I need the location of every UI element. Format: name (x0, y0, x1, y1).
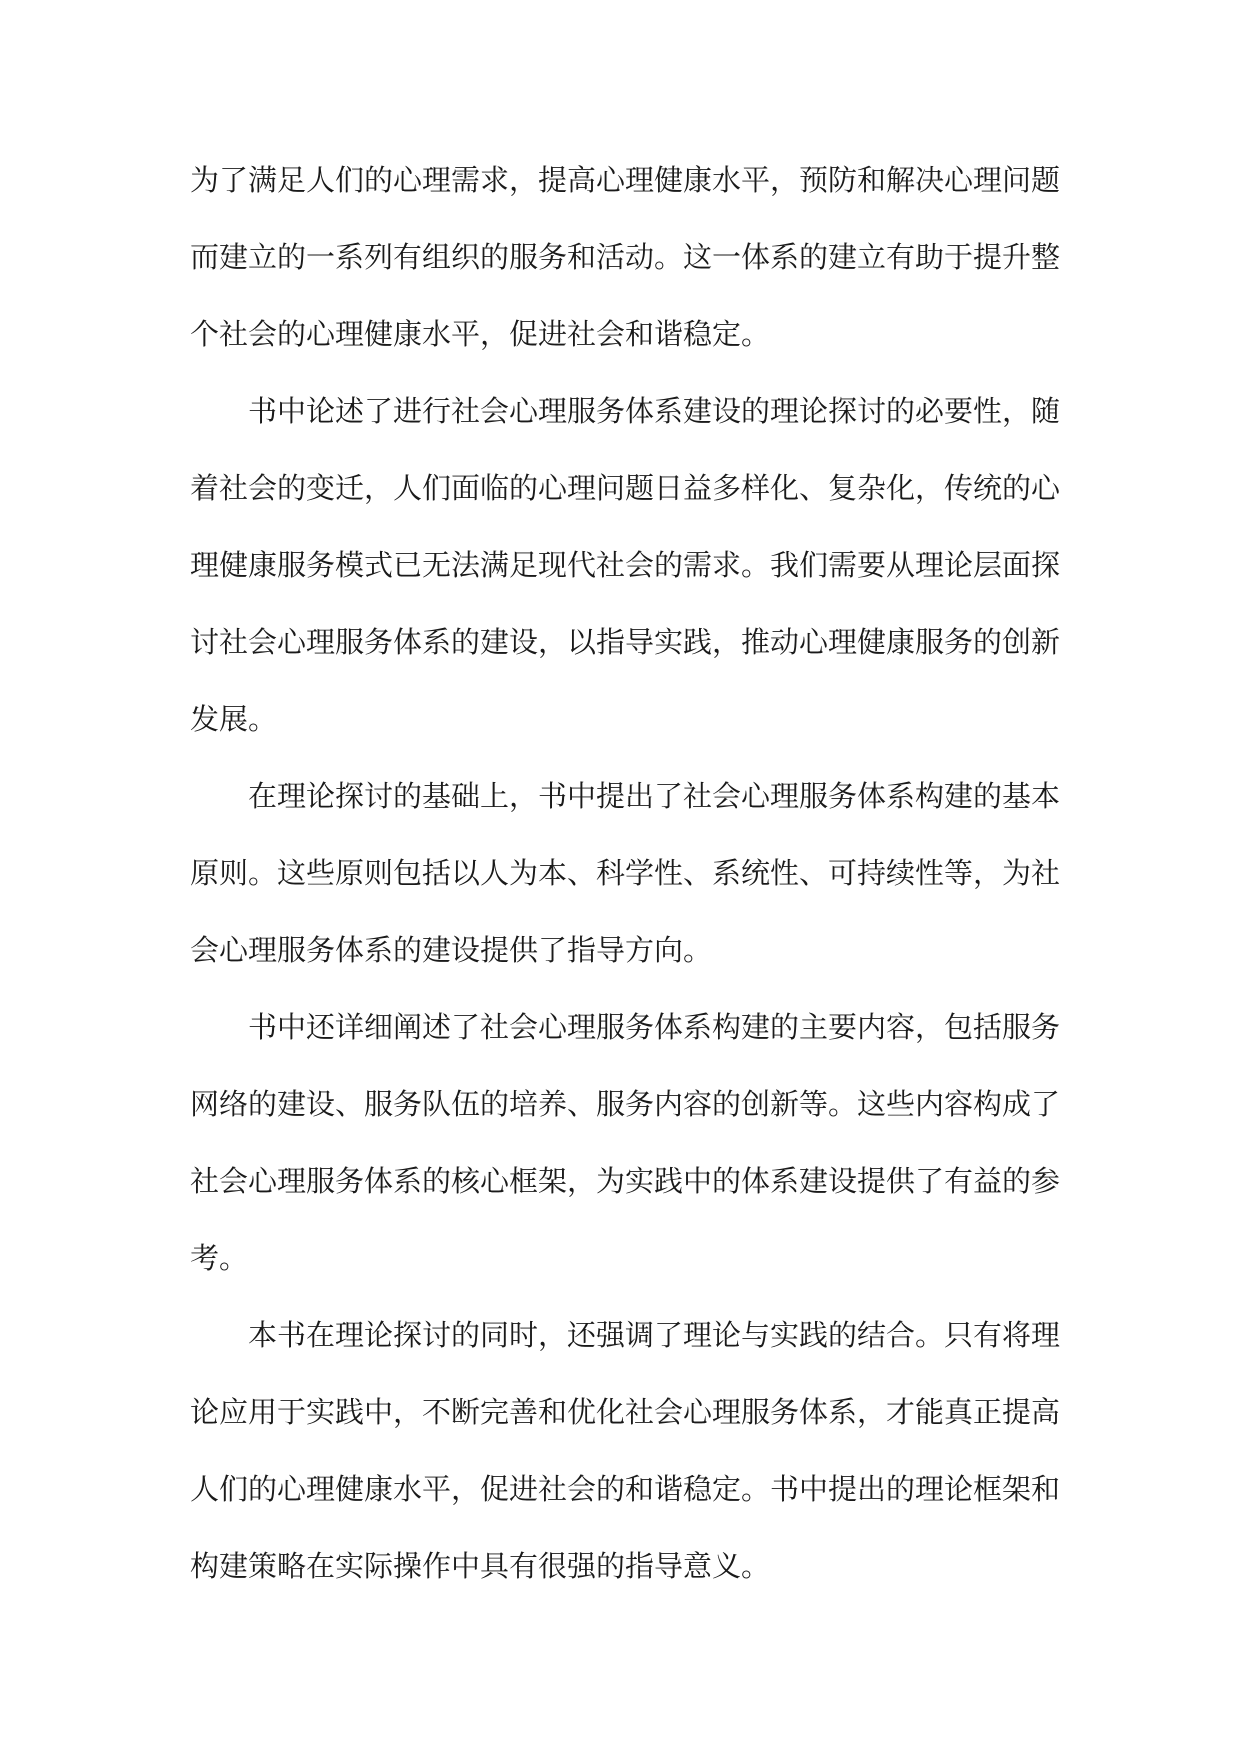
paragraph-line: 网络的建设、服务队伍的培养、服务内容的创新等。这些内容构成了 (190, 1087, 1060, 1121)
paragraph-line: 考。 (190, 1241, 249, 1275)
paragraph-line: 构建策略在实际操作中具有很强的指导意义。 (190, 1549, 771, 1583)
paragraph-line: 原则。这些原则包括以人为本、科学性、系统性、可持续性等，为社 (190, 856, 1060, 890)
paragraph-line: 论应用于实践中，不断完善和优化社会心理服务体系，才能真正提高 (190, 1395, 1060, 1429)
paragraph-2 (190, 373, 1060, 758)
paragraph-line: 书中还详细阐述了社会心理服务体系构建的主要内容，包括服务 (248, 1010, 1060, 1044)
paragraph-1 (190, 142, 1060, 373)
paragraph-3 (190, 758, 1060, 989)
document-body (190, 142, 1060, 1605)
paragraph-line: 人们的心理健康水平，促进社会的和谐稳定。书中提出的理论框架和 (190, 1472, 1060, 1506)
paragraph-line: 个社会的心理健康水平，促进社会和谐稳定。 (190, 317, 771, 351)
paragraph-5 (190, 1297, 1060, 1605)
paragraph-4 (190, 989, 1060, 1297)
paragraph-line: 会心理服务体系的建设提供了指导方向。 (190, 933, 713, 967)
paragraph-line: 而建立的一系列有组织的服务和活动。这一体系的建立有助于提升整 (190, 240, 1060, 274)
paragraph-line: 讨社会心理服务体系的建设，以指导实践，推动心理健康服务的创新 (190, 625, 1060, 659)
paragraph-line: 社会心理服务体系的核心框架，为实践中的体系建设提供了有益的参 (190, 1164, 1060, 1198)
paragraph-line: 本书在理论探讨的同时，还强调了理论与实践的结合。只有将理 (248, 1318, 1060, 1352)
paragraph-line: 书中论述了进行社会心理服务体系建设的理论探讨的必要性，随 (248, 394, 1060, 428)
paragraph-line: 在理论探讨的基础上，书中提出了社会心理服务体系构建的基本 (248, 779, 1060, 813)
paragraph-line: 理健康服务模式已无法满足现代社会的需求。我们需要从理论层面探 (190, 548, 1060, 582)
paragraph-line: 发展。 (190, 702, 278, 736)
paragraph-line: 为了满足人们的心理需求，提高心理健康水平，预防和解决心理问题 (190, 163, 1060, 197)
paragraph-line: 着社会的变迁，人们面临的心理问题日益多样化、复杂化，传统的心 (190, 471, 1060, 505)
